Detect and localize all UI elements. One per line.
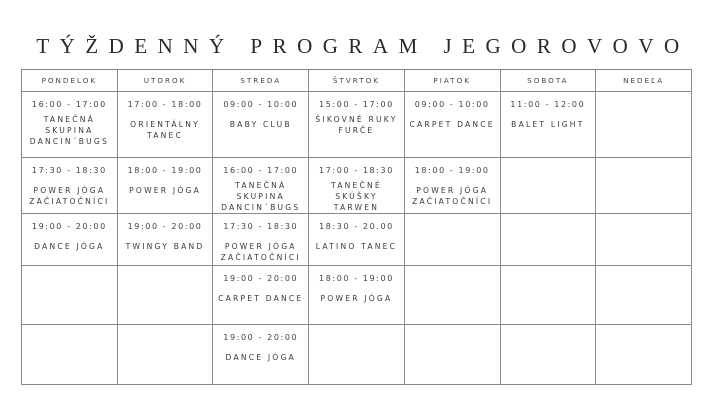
schedule-cell-saturday [500,325,596,385]
schedule-cell-saturday [500,158,596,214]
day-header-sunday: NEDEĽA [596,70,692,92]
schedule-cell-friday [404,158,500,214]
schedule-row [22,214,692,266]
slot-activity: DANCE JÓGA [34,242,105,251]
schedule-cell-monday [22,158,118,214]
schedule-slot [405,158,500,207]
schedule-cell-sunday [596,325,692,385]
slot-activity: TWINGY BAND [125,242,205,251]
schedule-row [22,266,692,325]
schedule-slot [213,92,308,130]
schedule-slot [309,92,404,136]
schedule-cell-saturday [500,266,596,325]
slot-activity: LATINO TANEC [315,242,398,251]
schedule-cell-thursday [309,214,405,266]
slot-time: 17:30 - 18:30 [223,222,299,231]
schedule-slot [213,266,308,304]
slot-activity: BALET LIGHT [511,120,585,129]
day-header-saturday: SOBOTA [500,70,596,92]
schedule-cell-sunday [596,214,692,266]
schedule-slot [22,214,117,252]
schedule-cell-sunday [596,266,692,325]
schedule-cell-friday [404,325,500,385]
slot-time: 18:00 - 19:00 [319,274,394,283]
slot-activity: DANCE JÓGA [225,353,296,362]
schedule-cell-thursday [309,92,405,158]
schedule-slot [213,214,308,263]
schedule-cell-tuesday [117,158,213,214]
slot-time: 19:00 - 20:00 [223,274,299,283]
day-header-row [22,70,692,92]
slot-time: 18:00 - 19:00 [414,166,490,175]
day-header-friday: PIATOK [404,70,500,92]
slot-activity: POWER JÓGA ZAČIATOČNÍCI [29,186,110,206]
schedule-cell-wednesday [213,266,309,325]
page-title: TÝŽDENNÝ PROGRAM JEGOROVOVO [36,34,690,59]
schedule-slot [501,92,596,130]
day-header-wednesday: STREDA [213,70,309,92]
schedule-slot [118,92,213,141]
slot-activity: TANEČNÁ SKUPINA DANCIN´BUGS [221,181,301,212]
day-header-monday: PONDELOK [22,70,118,92]
slot-activity: POWER JÓGA ZAČIATOČNÍCI [412,186,493,206]
schedule-slot [22,158,117,207]
slot-time: 17:00 - 18:30 [319,166,394,175]
slot-activity: ORIENTÁLNY TANEC [130,120,200,140]
schedule-cell-saturday [500,92,596,158]
slot-time: 11:00 - 12:00 [510,100,586,109]
day-header-tuesday: UTOROK [117,70,213,92]
schedule-cell-tuesday [117,266,213,325]
schedule-slot [118,214,213,252]
schedule-cell-wednesday [213,214,309,266]
weekly-schedule-table [21,69,692,385]
slot-activity: BABY CLUB [229,120,292,129]
slot-activity: POWER JÓGA ZAČIATOČNÍCI [220,242,301,262]
slot-activity: CARPET DANCE [409,120,495,129]
schedule-cell-thursday [309,266,405,325]
schedule-cell-tuesday [117,325,213,385]
slot-time: 17:00 - 18:00 [127,100,203,109]
slot-time: 16:00 - 17:00 [223,166,299,175]
slot-time: 17:30 - 18:30 [31,166,107,175]
schedule-cell-monday [22,92,118,158]
schedule-slot [22,92,117,147]
slot-time: 19:00 - 20:00 [223,333,299,342]
schedule-cell-tuesday [117,214,213,266]
slot-time: 16:00 - 17:00 [31,100,107,109]
schedule-cell-friday [404,92,500,158]
slot-time: 18:00 - 19:00 [127,166,203,175]
schedule-cell-monday [22,325,118,385]
schedule-slot [309,158,404,213]
schedule-cell-wednesday [213,325,309,385]
slot-time: 09:00 - 10:00 [414,100,490,109]
schedule-cell-sunday [596,158,692,214]
schedule-slot [309,266,404,304]
slot-time: 09:00 - 10:00 [223,100,299,109]
schedule-slot [309,214,404,252]
slot-activity: POWER JÓGA [320,294,393,303]
schedule-cell-monday [22,266,118,325]
schedule-slot [118,158,213,196]
slot-activity: POWER JÓGA [129,186,201,195]
schedule-row [22,158,692,214]
schedule-cell-sunday [596,92,692,158]
schedule-cell-monday [22,214,118,266]
schedule-cell-friday [404,266,500,325]
schedule-cell-wednesday [213,158,309,214]
slot-time: 19:00 - 20:00 [31,222,107,231]
day-header-thursday: ŠTVRTOK [309,70,405,92]
slot-activity: TANEČNÉ SKÚŠKY TARWEN [331,181,382,212]
schedule-cell-wednesday [213,92,309,158]
schedule-cell-saturday [500,214,596,266]
schedule-cell-friday [404,214,500,266]
schedule-slot [213,325,308,363]
slot-activity: CARPET DANCE [218,294,304,303]
schedule-row [22,325,692,385]
slot-time: 15:00 - 17:00 [319,100,394,109]
slot-activity: TANEČNÁ SKUPINA DANCIN´BUGS [29,115,109,146]
schedule-cell-tuesday [117,92,213,158]
slot-activity: ŠIKOVNÉ RUKY FURČE [315,115,398,135]
schedule-slot [213,158,308,213]
schedule-slot [405,92,500,130]
slot-time: 19:00 - 20:00 [127,222,203,231]
schedule-cell-thursday [309,158,405,214]
slot-time: 18:30 - 20.00 [319,222,394,231]
schedule-cell-thursday [309,325,405,385]
schedule-row [22,92,692,158]
